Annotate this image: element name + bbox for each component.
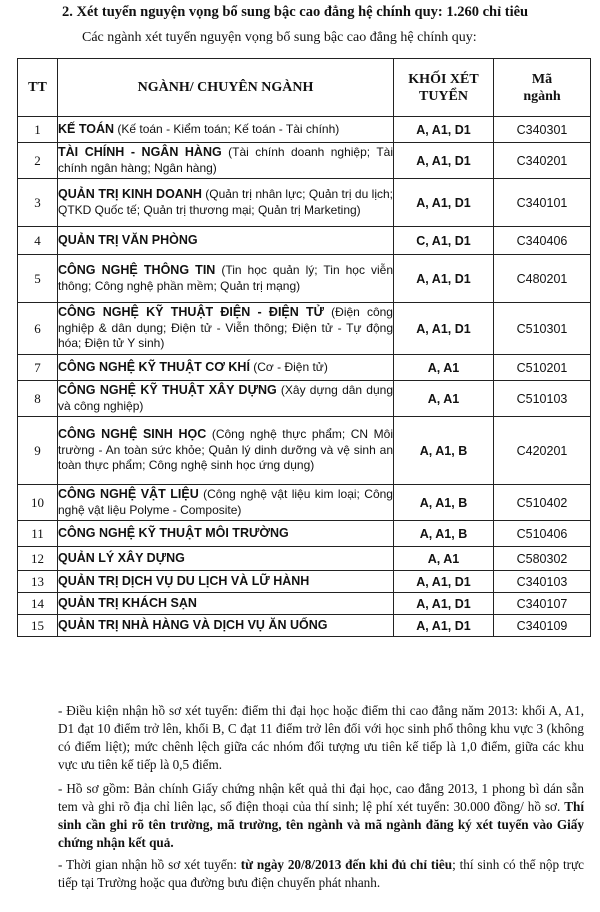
row-code: C340201 — [494, 143, 591, 179]
row-block: A, A1, B — [394, 485, 494, 521]
major-name: TÀI CHÍNH - NGÂN HÀNG — [58, 145, 222, 159]
major-name: CÔNG NGHỆ THÔNG TIN — [58, 263, 216, 277]
row-tt: 14 — [18, 593, 58, 615]
row-code: C510201 — [494, 355, 591, 381]
row-block: C, A1, D1 — [394, 227, 494, 255]
row-tt: 9 — [18, 417, 58, 485]
row-code: C340301 — [494, 117, 591, 143]
table-row — [18, 571, 591, 593]
row-major — [58, 381, 394, 417]
major-detail: (Công nghệ vật liệu kim loại; Công nghệ vật liệu Polyme - Composite) — [58, 487, 393, 517]
major-detail: (Cơ - Điện tử) — [249, 359, 328, 374]
row-tt: 6 — [18, 303, 58, 355]
row-major — [58, 571, 394, 593]
major-name: QUẢN TRỊ KINH DOANH — [58, 187, 202, 201]
row-tt: 13 — [18, 571, 58, 593]
row-major — [58, 255, 394, 303]
row-code: C510301 — [494, 303, 591, 355]
row-block: A, A1 — [394, 381, 494, 417]
major-name: QUẢN TRỊ KHÁCH SẠN — [58, 595, 197, 610]
row-block: A, A1 — [394, 547, 494, 571]
note-dossier-text: - Hồ sơ gồm: Bản chính Giấy chứng nhận kết quả thi đại học, cao đẳng 2013, 1 phong bì dán sẵn tem và ghi rõ địa chỉ liên lạc, số điện thoại của thí sinh; lệ phí xét tuyển: 30.000 đồng/ hồ sơ. — [58, 781, 584, 814]
row-major — [58, 227, 394, 255]
table-row — [18, 485, 591, 521]
row-block: A, A1, D1 — [394, 571, 494, 593]
row-major — [58, 593, 394, 615]
row-block: A, A1, B — [394, 417, 494, 485]
row-code: C510402 — [494, 485, 591, 521]
row-tt: 15 — [18, 615, 58, 637]
table-header-row — [18, 59, 591, 117]
header-major: NGÀNH/ CHUYÊN NGÀNH — [58, 59, 394, 117]
row-major — [58, 615, 394, 637]
note-time-bold: từ ngày 20/8/2013 đến khi đủ chỉ tiêu — [240, 857, 453, 872]
row-code: C340107 — [494, 593, 591, 615]
row-block: A, A1 — [394, 355, 494, 381]
section-subheading: Các ngành xét tuyển nguyện vọng bổ sung bậc cao đẳng hệ chính quy: — [82, 30, 477, 45]
header-code: Mã ngành — [494, 59, 591, 117]
row-major — [58, 143, 394, 179]
row-tt: 8 — [18, 381, 58, 417]
table-row — [18, 521, 591, 547]
row-major — [58, 547, 394, 571]
majors-table — [17, 58, 591, 637]
major-name: CÔNG NGHỆ KỸ THUẬT CƠ KHÍ — [58, 359, 250, 374]
row-block: A, A1, D1 — [394, 143, 494, 179]
major-name: CÔNG NGHỆ KỸ THUẬT MÔI TRƯỜNG — [58, 525, 289, 540]
note-dossier-bold: Thí sinh cần ghi rõ tên trường, mã trường, tên ngành và mã ngành đăng ký xét tuyển vào Giấy chứng nhận kết quả. — [58, 799, 584, 850]
table-row — [18, 615, 591, 637]
note-conditions — [58, 702, 584, 774]
table-row — [18, 417, 591, 485]
row-code: C510406 — [494, 521, 591, 547]
major-name: QUẢN TRỊ NHÀ HÀNG VÀ DỊCH VỤ ĂN UỐNG — [58, 617, 328, 632]
row-major — [58, 417, 394, 485]
row-code: C340101 — [494, 179, 591, 227]
major-name: CÔNG NGHỆ KỸ THUẬT XÂY DỰNG — [58, 383, 277, 397]
major-detail: (Quản trị nhân lực; Quản trị du lịch; QTKD Quốc tế; Quản trị thương mại; Quản trị Marketing) — [58, 187, 393, 217]
note-time-rest: ; thí sinh có thể nộp trực tiếp tại Trường hoặc qua đường bưu điện chuyển phát nhanh. — [58, 857, 584, 890]
major-name: KẾ TOÁN — [58, 121, 115, 136]
row-block: A, A1, D1 — [394, 179, 494, 227]
major-detail: (Xây dựng dân dụng và công nghiệp) — [58, 383, 393, 413]
row-major — [58, 303, 394, 355]
table-row — [18, 227, 591, 255]
row-major — [58, 117, 394, 143]
row-code: C510103 — [494, 381, 591, 417]
row-block: A, A1, D1 — [394, 117, 494, 143]
row-block: A, A1, D1 — [394, 615, 494, 637]
table-row — [18, 303, 591, 355]
major-detail: (Điện công nghiệp & dân dụng; Điện tử - Viễn thông; Điện tử - Tự động hóa; Điện tử Y sinh) — [58, 305, 393, 351]
note-time — [58, 856, 584, 892]
row-code: C340406 — [494, 227, 591, 255]
major-detail: (Kế toán - Kiểm toán; Kế toán - Tài chính) — [114, 121, 340, 136]
row-major — [58, 485, 394, 521]
row-tt: 7 — [18, 355, 58, 381]
note-time-text: - Thời gian nhận hồ sơ xét tuyển: — [58, 857, 241, 872]
row-code: C580302 — [494, 547, 591, 571]
table-row — [18, 355, 591, 381]
row-block: A, A1, D1 — [394, 255, 494, 303]
note-conditions-text: - Điều kiện nhận hồ sơ xét tuyển: điểm thi đại học hoặc điểm thi cao đẳng năm 2013: khối A, A1, D1 đạt 10 điểm trở lên, khối B, C đạt 11 điểm trở lên đối với học sinh phổ thông khu vực 3 (không có điểm liệt); mức chênh lệch giữa các nhóm đối tượng ưu tiên kế tiếp là 1,0 điểm, giữa các khu vực ưu tiên kế tiếp là 0,5 điểm. — [58, 703, 584, 772]
row-block: A, A1, D1 — [394, 593, 494, 615]
row-tt: 11 — [18, 521, 58, 547]
table-row — [18, 117, 591, 143]
table-row — [18, 593, 591, 615]
row-block: A, A1, D1 — [394, 303, 494, 355]
major-name: QUẢN TRỊ VĂN PHÒNG — [58, 232, 198, 247]
row-tt: 5 — [18, 255, 58, 303]
row-major — [58, 355, 394, 381]
row-code: C340103 — [494, 571, 591, 593]
row-tt: 12 — [18, 547, 58, 571]
table-row — [18, 143, 591, 179]
note-dossier — [58, 780, 584, 852]
header-block: KHỐI XÉT TUYỂN — [394, 59, 494, 117]
major-detail: (Tin học quản lý; Tin học viễn thông; Công nghệ phần mềm; Quản trị mạng) — [58, 263, 393, 293]
header-tt: TT — [18, 59, 58, 117]
major-name: CÔNG NGHỆ VẬT LIỆU — [58, 487, 199, 501]
table-row — [18, 381, 591, 417]
row-tt: 2 — [18, 143, 58, 179]
row-code: C480201 — [494, 255, 591, 303]
table-row — [18, 179, 591, 227]
major-detail: (Tài chính doanh nghiệp; Tài chính ngân hàng; Ngân hàng) — [58, 145, 393, 175]
major-name: QUẢN LÝ XÂY DỰNG — [58, 550, 185, 565]
row-code: C420201 — [494, 417, 591, 485]
major-name: CÔNG NGHỆ SINH HỌC — [58, 427, 207, 442]
table-row — [18, 255, 591, 303]
major-detail: (Công nghệ thực phẩm; CN Môi trường - An toàn sức khỏe; Quản lý dinh dưỡng và vệ sinh an toàn thực phẩm; Công nghệ sinh học ứng dụng) — [58, 427, 393, 473]
section-heading: 2. Xét tuyển nguyện vọng bổ sung bậc cao đẳng hệ chính quy: 1.260 chỉ tiêu — [62, 4, 529, 20]
major-name: CÔNG NGHỆ KỸ THUẬT ĐIỆN - ĐIỆN TỬ — [58, 305, 325, 320]
row-major — [58, 179, 394, 227]
row-block: A, A1, B — [394, 521, 494, 547]
row-tt: 1 — [18, 117, 58, 143]
table-row — [18, 547, 591, 571]
major-name: QUẢN TRỊ DỊCH VỤ DU LỊCH VÀ LỮ HÀNH — [58, 573, 310, 588]
row-code: C340109 — [494, 615, 591, 637]
row-major — [58, 521, 394, 547]
row-tt: 3 — [18, 179, 58, 227]
row-tt: 4 — [18, 227, 58, 255]
row-tt: 10 — [18, 485, 58, 521]
